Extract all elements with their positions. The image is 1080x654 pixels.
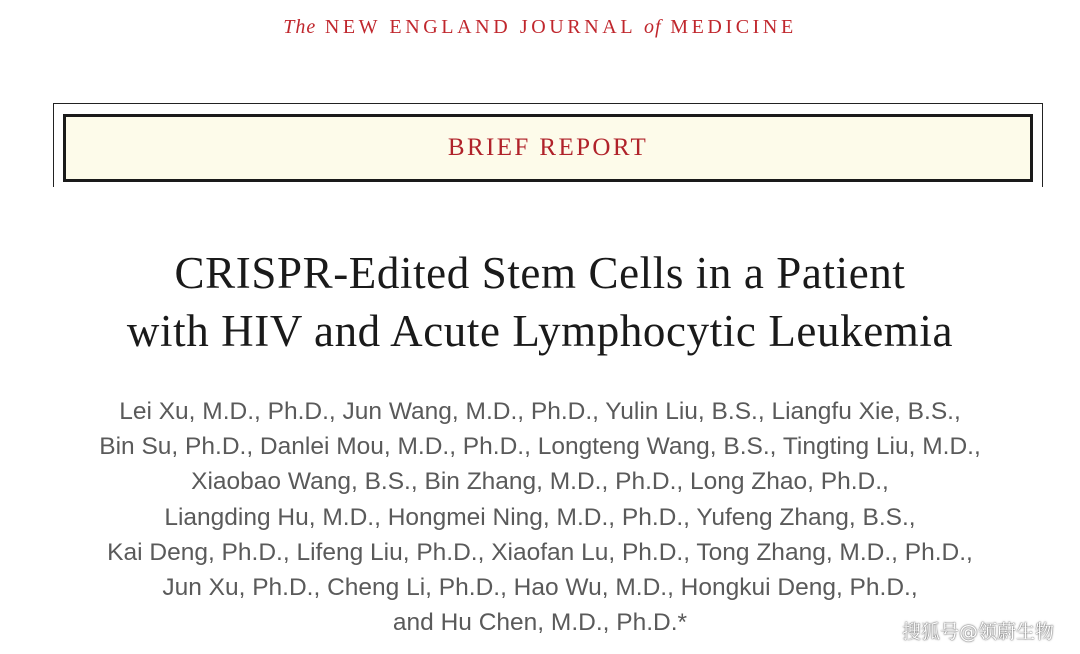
journal-of: of — [644, 16, 662, 38]
journal-name-part1: NEW ENGLAND JOURNAL — [324, 16, 636, 38]
author-line: Bin Su, Ph.D., Danlei Mou, M.D., Ph.D., Longteng Wang, B.S., Tingting Liu, M.D., — [99, 433, 981, 461]
author-list — [0, 394, 1080, 640]
author-line: and Hu Chen, M.D., Ph.D.* — [392, 609, 688, 637]
section-label: BRIEF REPORT — [447, 134, 649, 161]
journal-name-part2: MEDICINE — [670, 16, 797, 38]
author-line: Jun Xu, Ph.D., Cheng Li, Ph.D., Hao Wu, M.D., Hongkui Deng, Ph.D., — [162, 574, 918, 602]
journal-the: The — [283, 16, 317, 38]
author-line: Xiaobao Wang, B.S., Bin Zhang, M.D., Ph.D., Long Zhao, Ph.D., — [191, 468, 889, 496]
watermark: 搜狐号@领蔚生物 — [901, 621, 1054, 643]
title-line-2: with HIV and Acute Lymphocytic Leukemia — [126, 306, 954, 356]
section-label-box — [63, 114, 1033, 182]
author-line: Kai Deng, Ph.D., Lifeng Liu, Ph.D., Xiaofan Lu, Ph.D., Tong Zhang, M.D., Ph.D., — [107, 538, 973, 566]
author-line: Liangding Hu, M.D., Hongmei Ning, M.D., Ph.D., Yufeng Zhang, B.S., — [164, 503, 916, 531]
article-title — [0, 244, 1080, 360]
journal-masthead — [0, 16, 1080, 39]
title-line-1: CRISPR-Edited Stem Cells in a Patient — [174, 248, 906, 298]
author-line: Lei Xu, M.D., Ph.D., Jun Wang, M.D., Ph.D., Yulin Liu, B.S., Liangfu Xie, B.S., — [119, 398, 961, 425]
